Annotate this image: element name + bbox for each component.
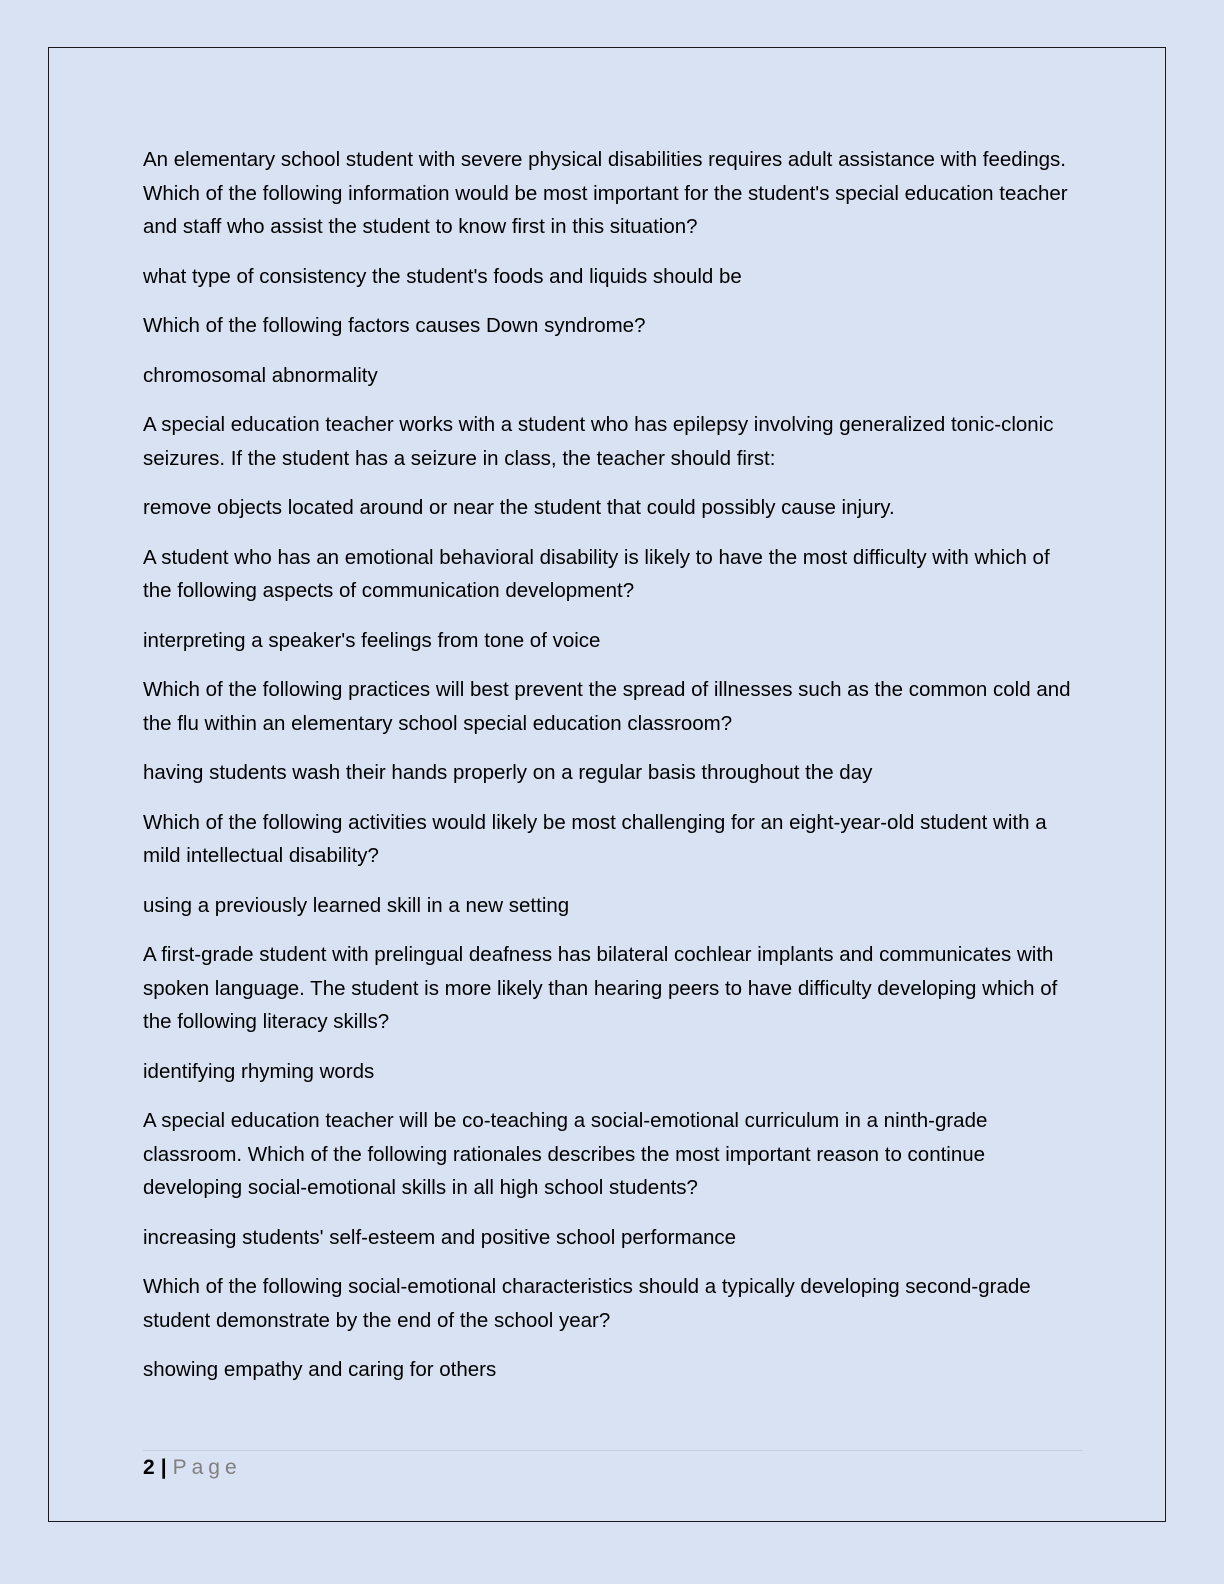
answer-4: interpreting a speaker's feelings from tone of voice: [143, 628, 601, 652]
question-7: A first-grade student with prelingual deafness has bilateral cochlear implants and communicates with spoken language. The student is more likely than hearing peers to have difficulty developing which of the following literacy skills?: [143, 943, 1058, 1033]
footer-separator: |: [160, 1456, 167, 1479]
page-number: 2: [143, 1456, 155, 1479]
document-body: [143, 143, 1083, 1403]
answer-1: what type of consistency the student's foods and liquids should be: [143, 264, 742, 288]
answer-7: identifying rhyming words: [143, 1059, 375, 1083]
question-9: Which of the following social-emotional characteristics should a typically developing second-grade student demonstrate by the end of the school year?: [143, 1275, 1031, 1332]
page-label: Page: [172, 1456, 242, 1479]
footer-divider: [143, 1450, 1083, 1451]
question-6: Which of the following activities would likely be most challenging for an eight-year-old student with a mild intellectual disability?: [143, 810, 1047, 867]
question-5: Which of the following practices will best prevent the spread of illnesses such as the common cold and the flu within an elementary school special education classroom?: [143, 678, 1071, 735]
question-2: Which of the following factors causes Down syndrome?: [143, 314, 646, 337]
answer-3: remove objects located around or near the student that could possibly cause injury.: [143, 496, 895, 519]
question-3: A special education teacher works with a student who has epilepsy involving generalized tonic-clonic seizures. If the student has a seizure in class, the teacher should first:: [143, 413, 1054, 470]
question-1: An elementary school student with severe physical disabilities requires adult assistance with feedings. Which of the following information would be most important for the student's special education teacher and staff who assist the student to know first in this situation?: [143, 148, 1068, 238]
answer-5: having students wash their hands properly on a regular basis throughout the day: [143, 761, 873, 784]
question-4: A student who has an emotional behavioral disability is likely to have the most difficulty with which of the following aspects of communication development?: [143, 545, 1050, 602]
answer-8: increasing students' self-esteem and positive school performance: [143, 1225, 737, 1249]
answer-2: chromosomal abnormality: [143, 363, 378, 387]
answer-6: using a previously learned skill in a new setting: [143, 893, 570, 917]
answer-9: showing empathy and caring for others: [143, 1358, 497, 1381]
question-8: A special education teacher will be co-teaching a social-emotional curriculum in a ninth-grade classroom. Which of the following rationales describes the most important reason to continue developing social-emotional skills in all high school students?: [143, 1109, 988, 1199]
page-footer: [143, 1455, 242, 1481]
